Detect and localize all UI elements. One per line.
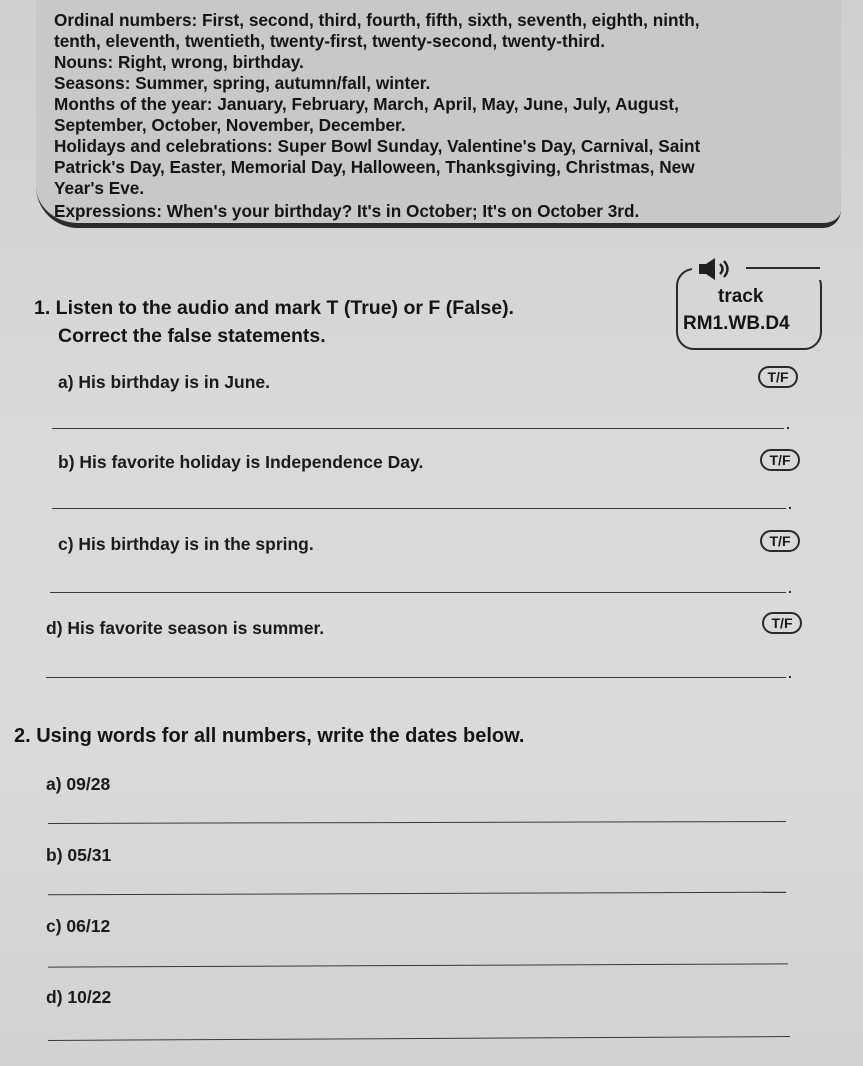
vocab-line: Expressions: When's your birthday? It's in October; It's on October 3rd. [54,201,640,221]
vocab-line: Seasons: Summer, spring, autumn/fall, winter. [54,73,431,93]
statement-c: c) His birthday is in the spring. [58,534,314,554]
tf-toggle-a[interactable]: T/F [758,366,798,388]
period-mark: . [786,416,790,432]
date-answer-line-b[interactable] [48,892,786,896]
vocab-line: Year's Eve. [54,178,145,198]
tf-toggle-b[interactable]: T/F [760,449,800,471]
vocab-line: tenth, eleventh, twentieth, twenty-first, twenty-second, twenty-third. [54,31,605,51]
exercise1-subtitle: Correct the false statements. [58,325,326,347]
date-answer-line-c[interactable] [48,963,788,967]
date-b: b) 05/31 [46,845,112,865]
vocab-line: Patrick's Day, Easter, Memorial Day, Halloween, Thanksgiving, Christmas, New [54,157,695,177]
answer-line-b[interactable] [52,508,786,509]
date-answer-line-d[interactable] [48,1036,790,1041]
statement-d: d) His favorite season is summer. [46,618,325,638]
tf-toggle-d[interactable]: T/F [762,612,802,634]
date-a: a) 09/28 [46,774,111,794]
track-box-top-line [746,267,820,269]
statement-a: a) His birthday is in June. [58,372,270,392]
track-label: track [718,286,764,307]
vocabulary-box [36,0,841,228]
period-mark: . [788,496,792,512]
speaker-icon[interactable] [697,256,737,282]
answer-line-d[interactable] [46,677,786,678]
date-answer-line-a[interactable] [48,821,786,824]
answer-line-c[interactable] [50,592,786,593]
date-c: c) 06/12 [46,916,111,936]
date-d: d) 10/22 [46,987,112,1007]
vocab-line: Months of the year: January, February, March, April, May, June, July, August, [54,94,679,114]
period-mark: . [788,580,792,596]
vocab-line: Ordinal numbers: First, second, third, fourth, fifth, sixth, seventh, eighth, ninth, [54,10,700,30]
tf-toggle-c[interactable]: T/F [760,530,800,552]
answer-line-a[interactable] [52,428,784,429]
vocab-line: Nouns: Right, wrong, birthday. [54,52,304,72]
exercise1-title: 1. Listen to the audio and mark T (True) or F (False). [34,297,514,319]
period-mark: . [788,665,792,681]
track-code: RM1.WB.D4 [683,313,790,334]
exercise2-title: 2. Using words for all numbers, write the dates below. [14,725,525,747]
vocab-line: September, October, November, December. [54,115,406,135]
statement-b: b) His favorite holiday is Independence Day. [58,452,424,472]
vocab-line: Holidays and celebrations: Super Bowl Sunday, Valentine's Day, Carnival, Saint [54,136,701,156]
